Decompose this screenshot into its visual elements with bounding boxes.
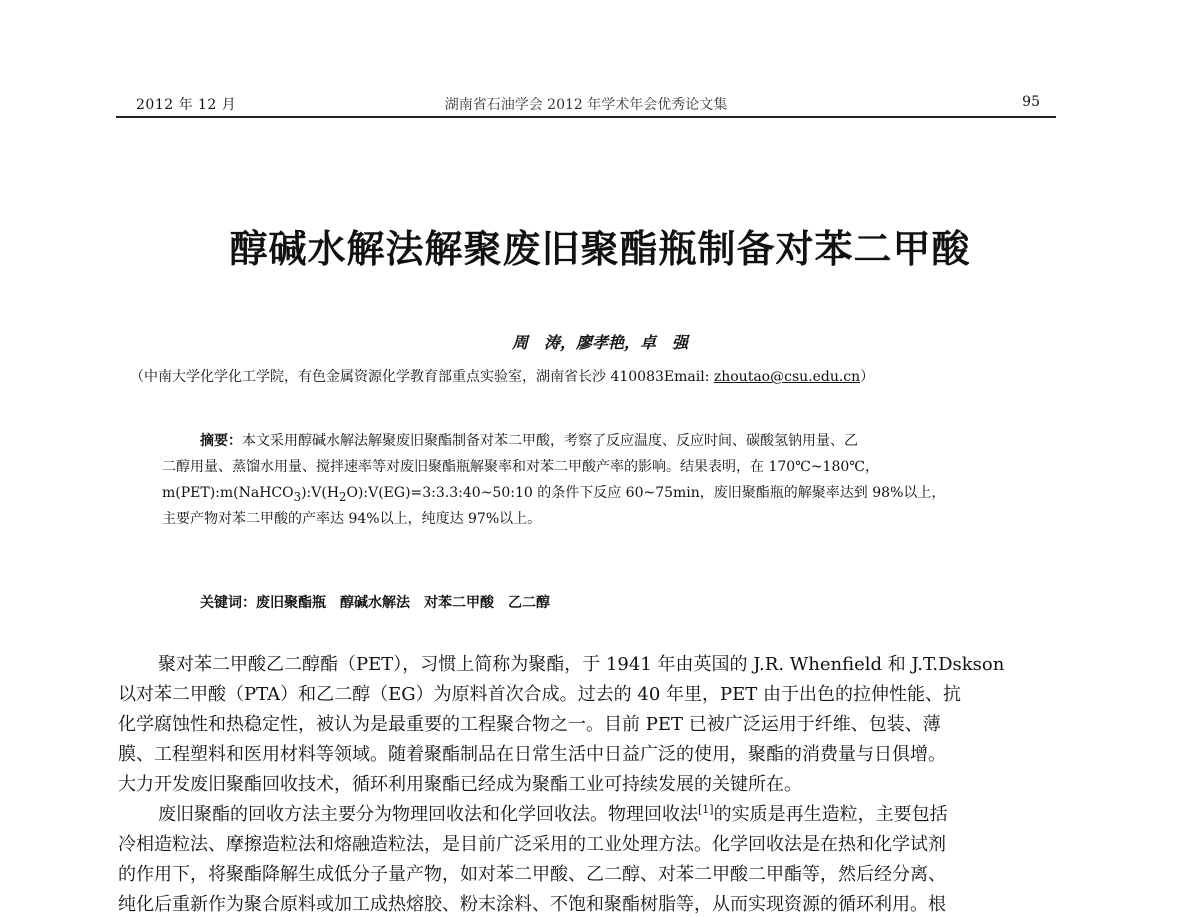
header-date: 2012 年 12 月 [136,97,237,113]
body-text-span: 的实质是再生造粒，主要包括 [713,804,948,825]
keywords-label: 关键词： [200,595,256,611]
keyword: 废旧聚酯瓶 [256,595,326,611]
abstract-line: 主要产物对苯二甲酸的产率达 94%以上，纯度达 97%以上。 [162,511,542,527]
abstract-text: O):V(EG)=3:3.3:40~50:10 的条件下反应 60~75min，废旧聚酯瓶的解聚率达到 98%以上， [346,485,946,501]
keywords [200,592,564,612]
affiliation-close: ） [860,369,875,385]
header-journal: 湖南省石油学会 2012 年学术年会优秀论文集 [444,97,728,113]
body-line: 膜、工程塑料和医用材料等领域。随着聚酯制品在日常生活中日益广泛的使用，聚酯的消费量与日俱增。 [118,744,946,765]
body-line: 化学腐蚀性和热稳定性，被认为是最重要的工程聚合物之一。目前 PET 已被广泛运用于纤维、包装、薄 [118,714,941,735]
running-header [116,92,1056,118]
affiliation-text: （中南大学化学化工学院，有色金属资源化学教育部重点实验室，湖南省长沙 410083Email: [130,369,714,385]
abstract-label: 摘要： [200,433,242,449]
citation-ref[interactable]: [1] [698,803,714,816]
body-line: 大力开发废旧聚酯回收技术，循环利用聚酯已经成为聚酯工业可持续发展的关键所在。 [118,774,802,795]
abstract [162,428,1042,532]
keyword: 乙二醇 [508,595,550,611]
body-line [118,800,1088,830]
paper-title: 醇碱水解法解聚废旧聚酯瓶制备对苯二甲酸 [229,227,971,271]
abstract-line: 二醇用量、蒸馏水用量、搅拌速率等对废旧聚酯瓶解聚率和对苯二甲酸产率的影响。结果表明，在 170℃~180℃， [162,459,879,475]
body-text [118,650,1088,917]
abstract-line [162,480,1042,506]
email-link[interactable]: zhoutao@csu.edu.cn [713,369,861,385]
keyword: 醇碱水解法 [340,595,410,611]
abstract-text: 本文采用醇碱水解法解聚废旧聚酯制备对苯二甲酸，考察了反应温度、反应时间、碳酸氢钠用量、乙 [242,433,858,449]
body-line: 冷相造粒法、摩擦造粒法和熔融造粒法，是目前广泛采用的工业处理方法。化学回收法是在热和化学试剂 [118,834,946,855]
body-line: 聚对苯二甲酸乙二醇酯（PET），习惯上简称为聚酯，于 1941 年由英国的 J.R. Whenfield 和 J.T.Dskson [158,654,1005,675]
header-page-number: 95 [1022,94,1040,110]
body-line: 以对苯二甲酸（PTA）和乙二醇（EG）为原料首次合成。过去的 40 年里，PET 由于出色的拉伸性能、抗 [118,684,961,705]
abstract-line [162,428,1042,454]
body-text-span: 废旧聚酯的回收方法主要分为物理回收法和化学回收法。物理回收法 [158,804,698,825]
subscript: 3 [293,489,302,504]
body-line: 的作用下，将聚酯降解生成低分子量产物，如对苯二甲酸、乙二醇、对苯二甲酸二甲酯等，然后经分离、 [118,864,946,885]
body-line: 纯化后重新作为聚合原料或加工成热熔胶、粉末涂料、不饱和聚酯树脂等，从而实现资源的循环利用。根 [118,894,946,915]
abstract-text: m(PET):m(NaHCO [162,485,294,501]
keyword: 对苯二甲酸 [424,595,494,611]
author-list: 周 涛，廖孝艳，卓 强 [511,333,688,352]
affiliation [130,366,1090,386]
subscript: 2 [339,489,347,504]
abstract-text: ):V(H [301,485,340,501]
